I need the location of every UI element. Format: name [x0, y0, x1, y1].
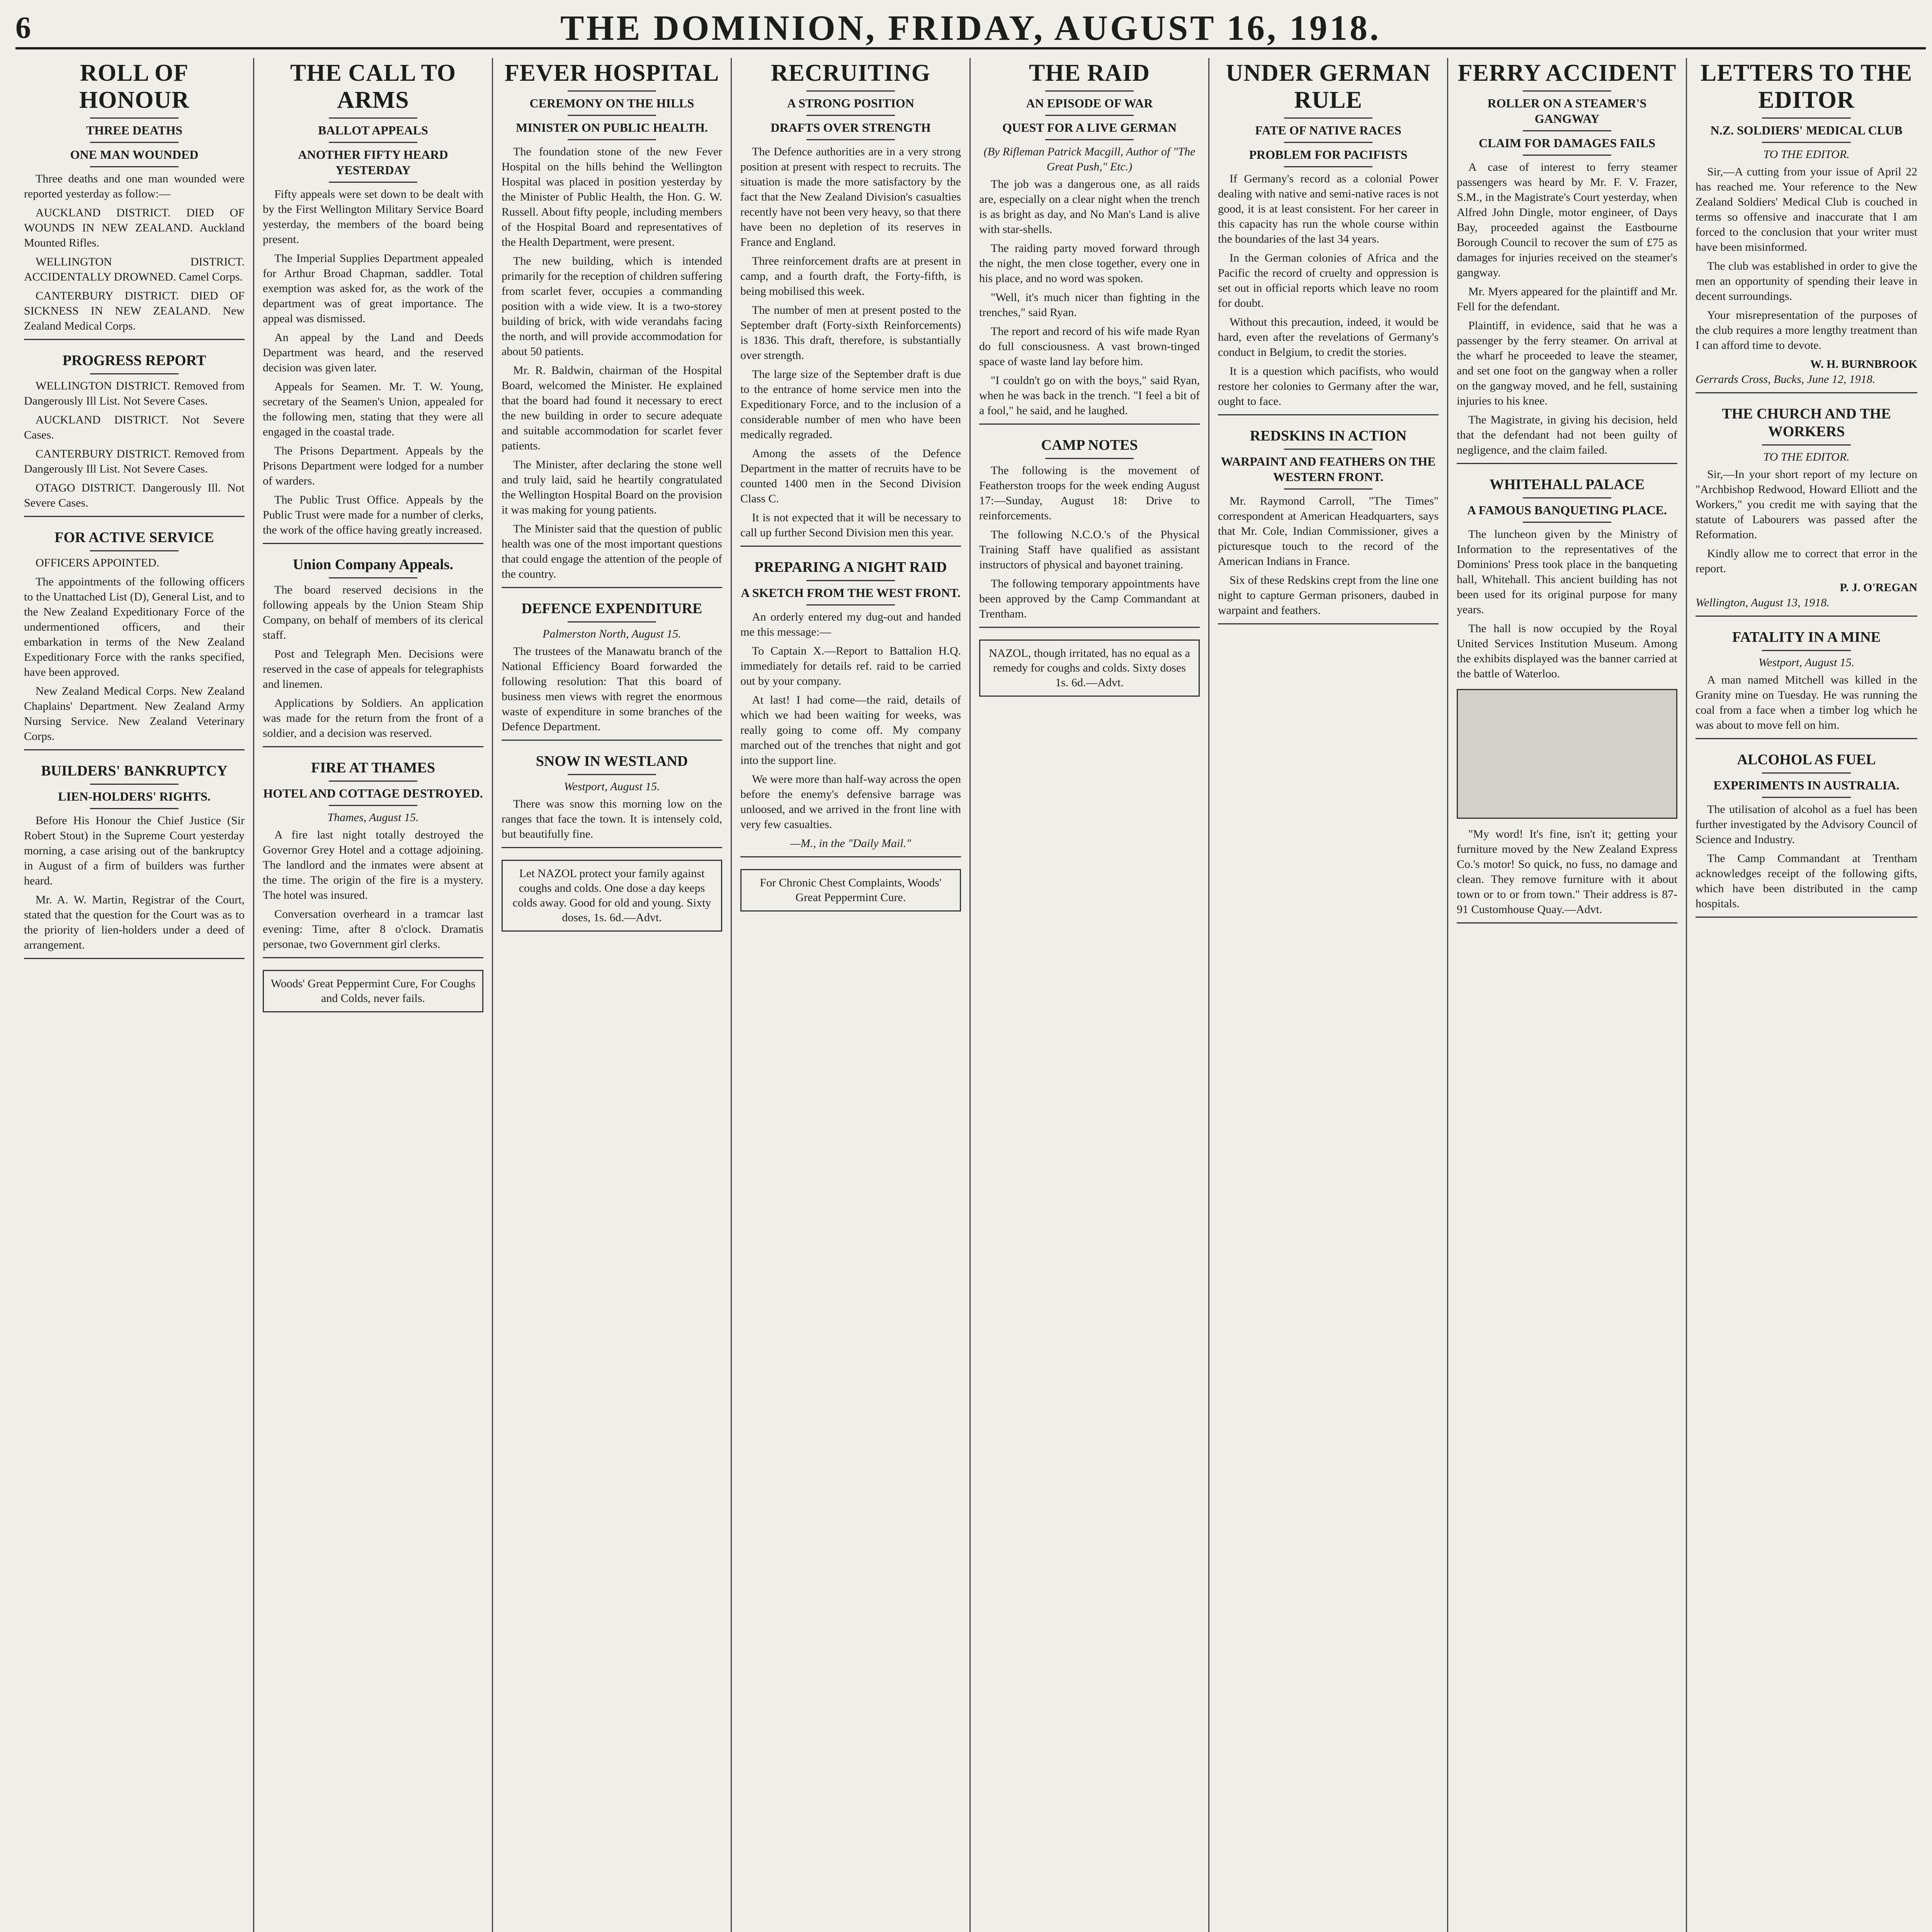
article-paragraph: The Magistrate, in giving his decision, held that the defendant had not been guilty of negligence, and the claim failed.: [1457, 413, 1677, 456]
story: [1457, 60, 1677, 464]
article-paragraph: Three deaths and one man wounded were reported yesterday as follow:—: [24, 172, 245, 200]
article-paragraph: In the German colonies of Africa and the Pacific the record of cruelty and oppression is set out in official reports which leave no room for doubt.: [1218, 252, 1439, 310]
article-paragraph: CANTERBURY DISTRICT. DIED OF SICKNESS IN NEW ZEALAND. New Zealand Medical Corps.: [24, 289, 245, 332]
divider: [1523, 90, 1611, 92]
article-paragraph: The large size of the September draft is due to the entrance of home service men into the Expeditionary Force, and to the inclusion of a considerable number of men who have been medically regraded.: [740, 368, 961, 441]
addressee: TO THE EDITOR.: [1763, 148, 1850, 161]
article-paragraph: Before His Honour the Chief Justice (Sir Robert Stout) in the Supreme Court yesterday morning, a case arising out of the bankruptcy in August of a firm of builders was further heard.: [24, 814, 245, 887]
byline: (By Rifleman Patrick Macgill, Author of "The Great Push," Etc.): [983, 145, 1196, 173]
story: [979, 436, 1200, 628]
divider: [1762, 650, 1851, 651]
masthead: [15, 9, 1926, 49]
article-paragraph: The number of men at present posted to the September draft (Forty-sixth Reinforcements) is 1836. This draft, therefore, is substantially over strength.: [740, 304, 961, 362]
article-paragraph: There was snow this morning low on the ranges that face the town. It is intensely cold, but beautifully fine.: [502, 798, 722, 840]
headline: CAMP NOTES: [1041, 437, 1138, 453]
article-paragraph: The Minister said that the question of public health was one of the most important questions that could engage the attention of the people of the country.: [502, 522, 722, 580]
story-separator: [1696, 616, 1917, 617]
story: [740, 558, 961, 857]
divider: [806, 90, 895, 92]
article-paragraph: Six of these Redskins crept from the line one night to capture German prisoners, daubed in warpaint and feathers.: [1218, 574, 1439, 617]
story: [502, 600, 722, 741]
headline: LETTERS TO THE EDITOR: [1700, 60, 1913, 113]
article-paragraph: Mr. Myers appeared for the plaintiff and Mr. Fell for the defendant.: [1457, 285, 1677, 313]
divider: [1762, 772, 1851, 774]
divider: [568, 774, 656, 775]
advertisement: For Chronic Chest Complaints, Woods' Great Peppermint Cure.: [740, 869, 961, 912]
divider: [329, 117, 417, 119]
subheadline: QUEST FOR A LIVE GERMAN: [1002, 121, 1177, 134]
article-paragraph: If Germany's record as a colonial Power dealing with native and semi-native races is not good, it is at least consistent. For her career in this capacity has run the whole course within the boundaries of the last 34 years.: [1218, 172, 1439, 245]
story-separator: [502, 847, 722, 848]
addressee: TO THE EDITOR.: [1763, 451, 1850, 463]
article-paragraph: The hall is now occupied by the Royal United Services Institution Museum. Among the exhibits displayed was the banner carried at the battle of Waterloo.: [1457, 622, 1677, 680]
column-8: [1687, 58, 1926, 1932]
article-paragraph: "Well, it's much nicer than fighting in the trenches," said Ryan.: [979, 291, 1200, 319]
headline: DEFENCE EXPENDITURE: [521, 600, 702, 617]
headline: THE CHURCH AND THE WORKERS: [1722, 406, 1891, 440]
page-number: 6: [15, 10, 31, 45]
dateline: Westport, August 15.: [1758, 656, 1855, 669]
headline: RECRUITING: [770, 60, 931, 86]
advert-caption: "My word! It's fine, isn't it; getting your furniture moved by the New Zealand Express Co.'s motor! So quick, no fuss, no damage and clean. They remove furniture with it about town or to or from town." Their address is 87-91 Customhouse Quay.—Advt.: [1457, 828, 1677, 916]
divider: [568, 139, 656, 140]
column-1: [15, 58, 254, 1932]
article-paragraph: The new building, which is intended primarily for the reception of children suffering from scarlet fever, occupies a commanding position with a wide view. It is a two-storey building of brick, with wide verandahs facing the north, and will provide accommodation for about 50 patients.: [502, 255, 722, 358]
subheadline: AN EPISODE OF WAR: [1026, 96, 1153, 110]
divider: [90, 808, 178, 809]
article-paragraph: The following N.C.O.'s of the Physical Training Staff have qualified as assistant instructors of physical and bayonet training.: [979, 528, 1200, 571]
article-paragraph: The job was a dangerous one, as all raids are, especially on a clear night when the trench is as bright as day, and No Man's Land is alive with star-shells.: [979, 178, 1200, 236]
divider: [90, 784, 178, 785]
story-separator: [24, 516, 245, 517]
column-2: [254, 58, 493, 1932]
article-paragraph: The Imperial Supplies Department appealed for Arthur Broad Chapman, saddler. Total exemption was asked for, as the work of the department was of great importance. The appeal was dismissed.: [263, 252, 483, 325]
divider: [1284, 117, 1372, 119]
story: [502, 60, 722, 588]
divider: [90, 142, 178, 143]
subheadline: CEREMONY ON THE HILLS: [529, 96, 694, 110]
subheadline: DRAFTS OVER STRENGTH: [770, 121, 931, 134]
article-paragraph: A case of interest to ferry steamer passengers was heard by Mr. F. V. Frazer, S.M., in the Magistrate's Court yesterday, when Alfred John Dingle, motor engineer, of Days Bay, proceeded against the Eastbourne Borough Council to recover the sum of £75 as damages for injuries received on the steamer's gangway.: [1457, 161, 1677, 279]
subheadline: N.Z. SOLDIERS' MEDICAL CLUB: [1710, 123, 1903, 137]
divider: [1523, 130, 1611, 131]
divider: [1762, 797, 1851, 798]
story-separator: [24, 749, 245, 750]
letter-place: Wellington, August 13, 1918.: [1696, 596, 1830, 609]
divider: [1523, 155, 1611, 156]
article-paragraph: It is not expected that it will be necessary to call up further Second Division men this year.: [740, 511, 961, 539]
subheadline: ROLLER ON A STEAMER'S GANGWAY: [1487, 96, 1647, 126]
column-4: [732, 58, 971, 1932]
divider: [329, 781, 417, 782]
masthead-title: THE DOMINION, FRIDAY, AUGUST 16, 1918.: [560, 8, 1381, 48]
column-6: [1209, 58, 1448, 1932]
article-paragraph: The Camp Commandant at Trentham acknowledges receipt of the following gifts, which have been distributed in the camp hospitals.: [1696, 852, 1917, 910]
article-paragraph: "I couldn't go on with the boys," said Ryan, when he was back in the trench. "I feel a bit of a fool," he said, and he laughed.: [979, 374, 1200, 417]
headline: PROGRESS REPORT: [62, 352, 206, 369]
headline: SNOW IN WESTLAND: [536, 753, 688, 769]
column-3: [493, 58, 732, 1932]
story: [1696, 405, 1917, 617]
article-paragraph: Among the assets of the Defence Department in the matter of recruits have to be counted 1400 men in the Second Division Class C.: [740, 447, 961, 505]
column-7: [1448, 58, 1687, 1932]
article-paragraph: Mr. A. W. Martin, Registrar of the Court, stated that the question for the Court was as to the priority of lien-holders under a deed of arrangement.: [24, 893, 245, 951]
article-paragraph: Fifty appeals were set down to be dealt with by the First Wellington Military Service Board yesterday, the members of the board being present.: [263, 188, 483, 246]
story-separator: [1696, 917, 1917, 918]
story-separator: [1218, 623, 1439, 624]
article-paragraph: The luncheon given by the Ministry of Information to the representatives of the Dominions' Press took place in the banqueting hall, Whitehall. This ancient building has not been used for its original purpose for many years.: [1457, 528, 1677, 616]
story-separator: [24, 339, 245, 340]
story-separator: [263, 746, 483, 747]
subheadline: WARPAINT AND FEATHERS ON THE WESTERN FRONT.: [1221, 454, 1436, 484]
article-paragraph: AUCKLAND DISTRICT. DIED OF WOUNDS IN NEW ZEALAND. Auckland Mounted Rifles.: [24, 206, 245, 249]
story: [1218, 427, 1439, 624]
divider: [806, 580, 895, 581]
divider: [1762, 444, 1851, 446]
subheadline: ANOTHER FIFTY HEARD YESTERDAY: [298, 148, 448, 177]
subheadline: THREE DEATHS: [86, 123, 183, 137]
article-paragraph: We were more than half-way across the open before the enemy's defensive barrage was unloosed, and we arrived in the front line with very few casualties.: [740, 773, 961, 831]
article-paragraph: Appeals for Seamen. Mr. T. W. Young, secretary of the Seamen's Union, appealed for the following men, stating that they were all engaged in the coastal trade.: [263, 380, 483, 438]
divider: [329, 182, 417, 183]
article-paragraph: An appeal by the Land and Deeds Department was heard, and the reserved decision was given later.: [263, 331, 483, 374]
article-paragraph: The foundation stone of the new Fever Hospital on the hills behind the Wellington Hospital was placed in position yesterday by the Minister of Public Health, the Hon. G. W. Russell. About fifty people, including members of the Hospital Board and representatives of the Health Department, were present.: [502, 145, 722, 248]
article-paragraph: Post and Telegraph Men. Decisions were reserved in the case of appeals for telegraphists and linemen.: [263, 648, 483, 690]
divider: [1045, 115, 1133, 116]
article-paragraph: Your misrepresentation of the purposes of the club requires a more lengthy treatment than I can afford time to devote.: [1696, 309, 1917, 352]
story: [24, 60, 245, 340]
story: [263, 60, 483, 544]
article-paragraph: The club was established in order to give the men an opportunity of spending their leave in decent surroundings.: [1696, 260, 1917, 303]
article-paragraph: The appointments of the following officers to the Unattached List (D), General List, and to the New Zealand Expeditionary Force of the undermentioned officers, and their embarkation in terms of the New Zealand Expeditionary Force with the ranks specified, have been approved.: [24, 575, 245, 679]
byline: —M., in the "Daily Mail.": [790, 837, 911, 850]
article-paragraph: WELLINGTON DISTRICT. ACCIDENTALLY DROWNED. Camel Corps.: [24, 255, 245, 283]
article-paragraph: Three reinforcement drafts are at present in camp, and a fourth draft, the Forty-fifth, is being mobilised this week.: [740, 255, 961, 298]
headline: REDSKINS IN ACTION: [1250, 428, 1407, 444]
article-paragraph: A fire last night totally destroyed the Governor Grey Hotel and a cottage adjoining. The landlord and the inmates were absent at the time. The origin of the fire is a mystery. The hotel was insured.: [263, 828, 483, 901]
headline: FERRY ACCIDENT: [1458, 60, 1677, 86]
letter-place: Gerrards Cross, Bucks, June 12, 1918.: [1696, 373, 1876, 386]
subheadline: FATE OF NATIVE RACES: [1255, 123, 1401, 137]
story-separator: [502, 740, 722, 741]
divider: [568, 115, 656, 116]
article-paragraph: The Minister, after declaring the stone well and truly laid, said he heartily congratulated the Wellington Hospital Board on the provision it was making for young patients.: [502, 458, 722, 516]
divider: [329, 577, 417, 578]
divider: [329, 805, 417, 806]
divider: [806, 115, 895, 116]
subheadline: HOTEL AND COTTAGE DESTROYED.: [263, 786, 483, 800]
article-paragraph: The board reserved decisions in the following appeals by the Union Steam Ship Company, on behalf of members of its clerical staff.: [263, 583, 483, 641]
article-paragraph: The following is the movement of Featherston troops for the week ending August 17:—Sunday, August 18: Drive to reinforcements.: [979, 464, 1200, 522]
story: [1696, 60, 1917, 393]
article-paragraph: At last! I had come—the raid, details of which we had been waiting for weeks, was really going to come off. My company marched out of the trenches that night and got into the support line.: [740, 694, 961, 767]
divider: [1284, 488, 1372, 490]
subheadline: CLAIM FOR DAMAGES FAILS: [1478, 136, 1656, 150]
story-separator: [1696, 738, 1917, 739]
subheadline: ONE MAN WOUNDED: [70, 148, 199, 162]
article-paragraph: Sir,—In your short report of my lecture on "Archbishop Redwood, Howard Elliott and the Workers," you credit me with saying that the statute of Labourers was passed after the Reformation.: [1696, 468, 1917, 541]
letter-signature: P. J. O'REGAN: [1840, 581, 1917, 594]
article-paragraph: A man named Mitchell was killed in the Granity mine on Tuesday. He was running the coal from a face when a timber log which he was about to move fell on him.: [1696, 673, 1917, 731]
subheadline: A FAMOUS BANQUETING PLACE.: [1467, 503, 1667, 517]
story-separator: [1696, 392, 1917, 393]
article-paragraph: The trustees of the Manawatu branch of the National Efficiency Board forwarded the following resolution: That this board of business men views with regret the enormous waste of expenditure in some branches of the Defence Department.: [502, 645, 722, 733]
headline: ALCOHOL AS FUEL: [1737, 752, 1876, 768]
article-paragraph: New Zealand Medical Corps. New Zealand Chaplains' Department. New Zealand Army Nursing Service. New Zealand Veterinary Corps.: [24, 685, 245, 743]
story-separator: [263, 957, 483, 958]
divider: [806, 139, 895, 140]
article-paragraph: Mr. Raymond Carroll, "The Times" correspondent at American Headquarters, says that Mr. Cole, Indian Commissioner, gives a picturesque touch to the record of the American Indians in France.: [1218, 495, 1439, 568]
divider: [90, 550, 178, 551]
subheadline: MINISTER ON PUBLIC HEALTH.: [516, 121, 708, 134]
headline: PREPARING A NIGHT RAID: [754, 559, 947, 575]
divider: [1523, 497, 1611, 498]
article-paragraph: Conversation overheard in a tramcar last evening: Time, after 8 o'clock. Dramatis personae, two Government girl clerks.: [263, 908, 483, 951]
article-paragraph: Applications by Soldiers. An application was made for the return from the front of a soldier, and a decision was reserved.: [263, 697, 483, 740]
story-separator: [1457, 922, 1677, 923]
article-paragraph: The following temporary appointments have been approved by the Camp Commandant at Trentham.: [979, 577, 1200, 620]
subheadline: BALLOT APPEALS: [318, 123, 428, 137]
story-separator: [1218, 414, 1439, 415]
divider: [90, 373, 178, 374]
divider: [1284, 142, 1372, 143]
headline: ROLL OF HONOUR: [79, 60, 189, 113]
dateline: Palmerston North, August 15.: [543, 628, 681, 640]
headline: FOR ACTIVE SERVICE: [54, 529, 214, 546]
headline: THE CALL TO ARMS: [290, 60, 456, 113]
divider: [1523, 522, 1611, 523]
story: [24, 762, 245, 959]
headline: Union Company Appeals.: [293, 556, 453, 573]
column-5: [971, 58, 1209, 1932]
article-paragraph: To Captain X.—Report to Battalion H.Q. immediately for details ref. raid to be carried out by your company.: [740, 645, 961, 687]
article-paragraph: The Defence authorities are in a very strong position at present with respect to recruits. The situation is made the more satisfactory by the fact that the New Zealand Division's casualties recently have not been very heavy, so that there have been no depletion of its reserves in France and England.: [740, 145, 961, 248]
divider: [568, 621, 656, 622]
story-separator: [979, 423, 1200, 425]
story: [1696, 628, 1917, 739]
headline: FATALITY IN A MINE: [1732, 629, 1881, 645]
subheadline: PROBLEM FOR PACIFISTS: [1249, 148, 1408, 162]
letter-signature: W. H. BURNBROOK: [1810, 358, 1917, 371]
story-separator: [502, 587, 722, 588]
article-paragraph: OTAGO DISTRICT. Dangerously Ill. Not Severe Cases.: [24, 481, 245, 509]
headline: FEVER HOSPITAL: [504, 60, 719, 86]
divider: [90, 117, 178, 119]
article-paragraph: CANTERBURY DISTRICT. Removed from Dangerously Ill List. Not Severe Cases.: [24, 447, 245, 475]
article-paragraph: The raiding party moved forward through the night, the men close together, every one in his place, and no word was spoken.: [979, 242, 1200, 285]
story: [1457, 476, 1677, 923]
story: [24, 352, 245, 517]
article-paragraph: AUCKLAND DISTRICT. Not Severe Cases.: [24, 413, 245, 441]
advertisement: NAZOL, though irritated, has no equal as a remedy for coughs and colds. Sixty doses 1s. 6d.—Advt.: [979, 639, 1200, 697]
article-paragraph: Plaintiff, in evidence, said that he was a passenger by the ferry steamer. On arrival at the wharf he proceeded to leave the steamer, and set one foot on the gangway when a roller on the gangway moved, and he fell, sustaining injuries to his knee.: [1457, 319, 1677, 407]
story: [979, 60, 1200, 425]
headline: THE RAID: [1029, 60, 1150, 86]
article-paragraph: The utilisation of alcohol as a fuel has been further investigated by the Advisory Council of Science and Industry.: [1696, 803, 1917, 846]
divider: [1762, 142, 1851, 143]
divider: [1045, 139, 1133, 140]
subheadline: A STRONG POSITION: [787, 96, 914, 110]
story-separator: [979, 627, 1200, 628]
divider: [1045, 90, 1133, 92]
advert-illustration: [1457, 689, 1677, 819]
article-paragraph: Mr. R. Baldwin, chairman of the Hospital Board, welcomed the Minister. He explained that the board had found it necessary to erect the new building in order to secure adequate and suitable accommodation for scarlet fever patients.: [502, 364, 722, 452]
divider: [329, 142, 417, 143]
story-separator: [24, 958, 245, 959]
advertisement: Let NAZOL protect your family against coughs and colds. One dose a day keeps colds away. Good for old and young. Sixty doses, 1s. 6d.—Advt.: [502, 860, 722, 932]
divider: [806, 604, 895, 605]
columns-container: [15, 58, 1926, 1932]
article-paragraph: An orderly entered my dug-out and handed me this message:—: [740, 611, 961, 638]
article-paragraph: Sir,—A cutting from your issue of April 22 has reached me. Your reference to the New Zealand Soldiers' Medical Club is couched in terms so offensive and inaccurate that I am forced to the conclusion that your writer must have been misinformed.: [1696, 165, 1917, 253]
article-paragraph: The Public Trust Office. Appeals by the Public Trust were made for a number of clerks, the work of the office having greatly increased.: [263, 493, 483, 536]
divider: [1045, 458, 1133, 459]
story: [1696, 751, 1917, 918]
article-paragraph: OFFICERS APPOINTED.: [36, 556, 160, 569]
divider: [1284, 166, 1372, 167]
story-separator: [740, 546, 961, 547]
article-paragraph: Kindly allow me to correct that error in the report.: [1696, 547, 1917, 575]
subheadline: EXPERIMENTS IN AUSTRALIA.: [1713, 778, 1900, 792]
article-paragraph: It is a question which pacifists, who would restore her colonies to Germany after the war, ought to face.: [1218, 365, 1439, 408]
divider: [568, 90, 656, 92]
headline: FIRE AT THAMES: [311, 760, 435, 776]
story: [24, 529, 245, 750]
divider: [90, 166, 178, 167]
headline: UNDER GERMAN RULE: [1226, 60, 1431, 113]
dateline: Westport, August 15.: [564, 780, 660, 793]
subheadline: A SKETCH FROM THE WEST FRONT.: [741, 586, 961, 600]
story-separator: [1457, 463, 1677, 464]
article-paragraph: WELLINGTON DISTRICT. Removed from Dangerously Ill List. Not Severe Cases.: [24, 379, 245, 407]
divider: [1762, 117, 1851, 119]
article-paragraph: The report and record of his wife made Ryan do full consciousness. A vast brown-tinged space of waste land lay before him.: [979, 325, 1200, 368]
subheadline: LIEN-HOLDERS' RIGHTS.: [58, 789, 211, 803]
dateline: Thames, August 15.: [327, 811, 419, 824]
article-paragraph: The Prisons Department. Appeals by the Prisons Department were lodged for a number of warders.: [263, 444, 483, 487]
story: [1218, 60, 1439, 415]
article-paragraph: Without this precaution, indeed, it would be hard, even after the revelations of Germany's conduct in Belgium, to credit the stories.: [1218, 316, 1439, 359]
story: [263, 556, 483, 747]
headline: WHITEHALL PALACE: [1489, 476, 1645, 493]
headline: BUILDERS' BANKRUPTCY: [41, 763, 228, 779]
divider: [1284, 449, 1372, 450]
advertisement: Woods' Great Peppermint Cure, For Coughs and Colds, never fails.: [263, 970, 483, 1012]
story-separator: [263, 543, 483, 544]
story: [263, 759, 483, 958]
story: [502, 752, 722, 848]
story-separator: [740, 856, 961, 857]
story: [740, 60, 961, 547]
